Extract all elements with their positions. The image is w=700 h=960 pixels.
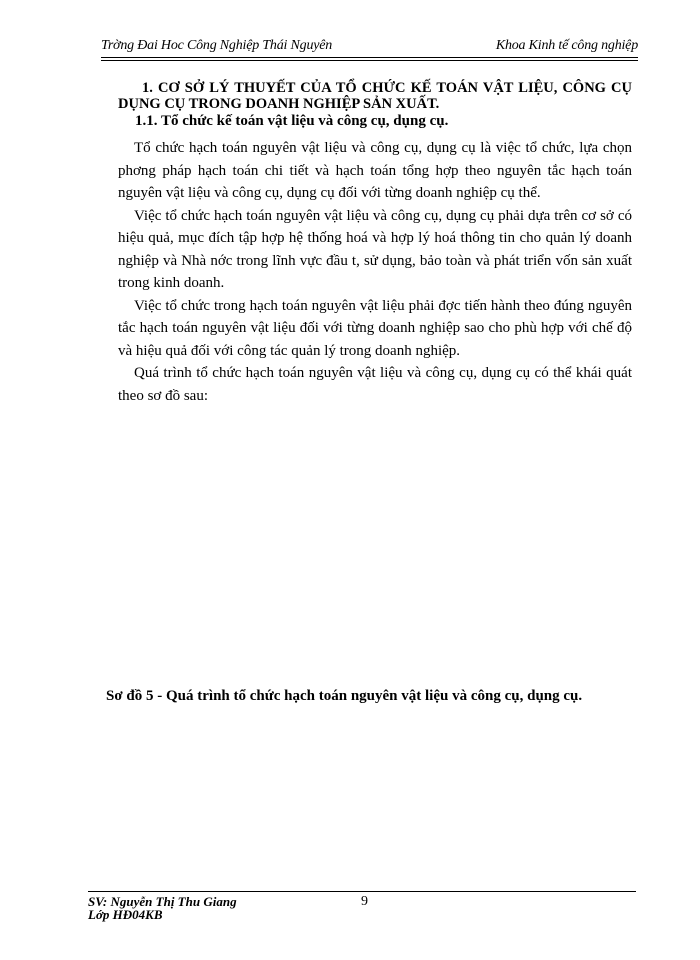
header-rule — [101, 57, 638, 58]
header-faculty: Khoa Kinh tế công nghiệp — [495, 38, 638, 53]
paragraph: Tổ chức hạch toán nguyên vật liệu và công cụ, dụng cụ là việc tổ chức, lựa chọn phơng pháp hạch toán chi tiết và hạch toán tổng hợp theo nguyên tắc hạch toán nguyên vật liệu và công cụ, dụng cụ đối với từng doanh nghiệp cụ thể. — [118, 140, 632, 201]
paragraph: Việc tổ chức hạch toán nguyên vật liệu và công cụ, dụng cụ phải dựa trên cơ sở có hiệu quả, mục đích tập hợp hệ thống hoá và hợp lý hoá thông tin cho quản lý doanh nghiệp và Nhà nớc trong lĩnh vực đầu t, sử dụng, bảo toàn và phát triển vốn sản xuất trong kinh doanh. — [118, 207, 632, 291]
header-university: Trờng Đai Hoc Công Nghiệp Thái Nguyên — [101, 38, 333, 53]
page-number: 9 — [361, 894, 368, 909]
paragraph: Việc tổ chức trong hạch toán nguyên vật liệu phải đợc tiến hành theo đúng nguyên tắc hạch toán nguyên vật liệu đối với từng doanh nghiệp sao cho phù hợp với chế độ và hiệu quả đối với công tác quản lý trong doanh nghiệp. — [118, 297, 632, 359]
header-rule-thin — [101, 60, 638, 61]
footer-class: Lớp HĐ04KB — [88, 907, 163, 922]
subsection-title: 1.1. Tổ chức kế toán vật liệu và công cụ, dụng cụ. — [135, 113, 449, 129]
footer-rule — [88, 891, 636, 892]
footer-student-name: SV: Nguyễn Thị Thu Giang — [88, 894, 237, 909]
section-title: 1. CƠ SỞ LÝ THUYẾT CỦA TỔ CHỨC KẾ TOÁN VẬT LIỆU, CÔNG CỤ DỤNG CỤ TRONG DOANH NGHIỆP SẢN XUẤT. — [118, 80, 632, 112]
paragraph: Quá trình tổ chức hạch toán nguyên vật liệu và công cụ, dụng cụ có thể khái quát theo sơ đồ sau: — [118, 365, 632, 404]
diagram-placeholder — [118, 410, 632, 675]
diagram-caption: Sơ đồ 5 - Quá trình tổ chức hạch toán nguyên vật liệu và công cụ, dụng cụ. — [106, 688, 583, 704]
body-text — [118, 137, 632, 407]
